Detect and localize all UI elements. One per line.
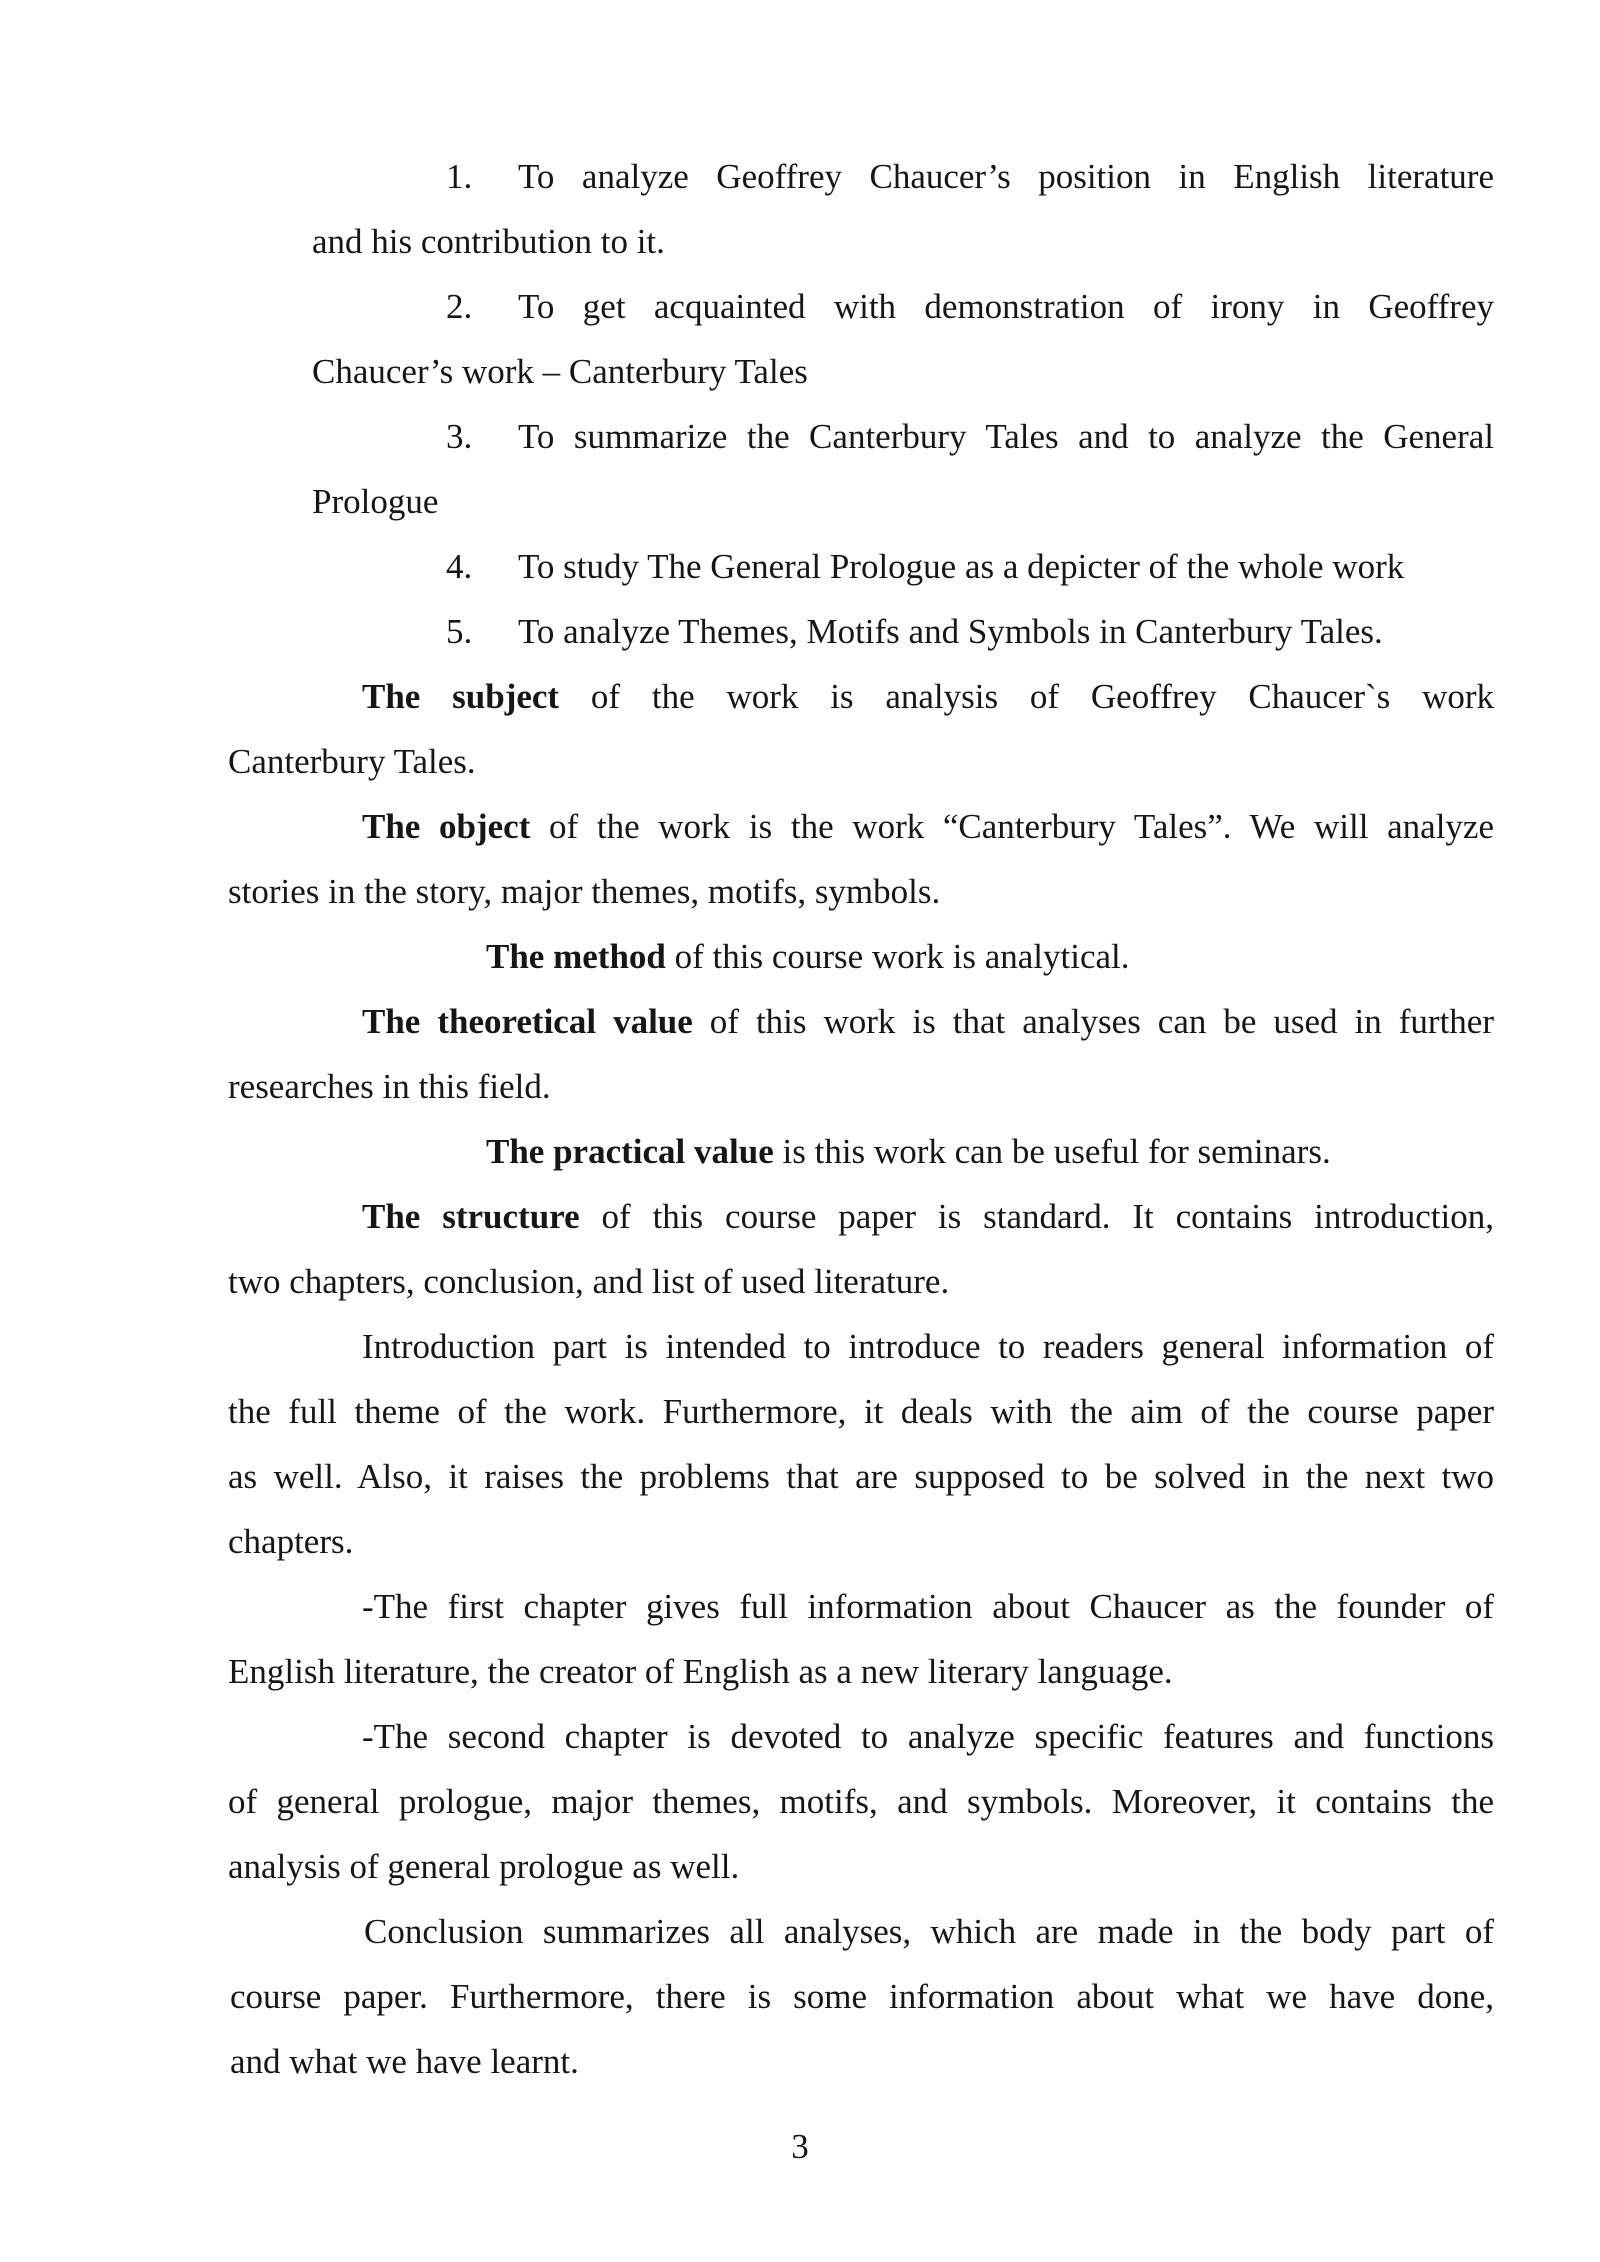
list-number: 4. xyxy=(446,547,473,586)
conclusion-line: Conclusion summarizes all analyses, which are made in the body part of xyxy=(364,1912,1494,1951)
subject-paragraph xyxy=(362,674,1494,719)
list-item-text: Prologue xyxy=(312,482,439,521)
object-text: of the work is the work “Canterbury Tales”. We will analyze xyxy=(530,807,1494,846)
list-item-text: To study The General Prologue as a depicter of the whole work xyxy=(518,547,1405,586)
practical-text: is this work can be useful for seminars. xyxy=(773,1132,1331,1171)
second-chapter-line: -The second chapter is devoted to analyze specific features and functions xyxy=(362,1717,1494,1756)
list-item-text: Chaucer’s work – Canterbury Tales xyxy=(312,352,808,391)
list-item-text: and his contribution to it. xyxy=(312,222,665,261)
introduction-line: Introduction part is intended to introduce to readers general information of xyxy=(362,1327,1494,1366)
page-number: 3 xyxy=(791,2127,809,2166)
structure-label: The structure xyxy=(362,1197,580,1236)
list-number: 5. xyxy=(446,612,473,651)
subject-text: of the work is analysis of Geoffrey Chaucer`s work xyxy=(559,677,1494,716)
object-paragraph xyxy=(362,804,1494,849)
practical-label: The practical value xyxy=(486,1132,774,1171)
practical-paragraph xyxy=(486,1129,1331,1174)
structure-paragraph xyxy=(362,1194,1494,1239)
theoretical-label: The theoretical value xyxy=(362,1002,693,1041)
subject-text-line2: Canterbury Tales. xyxy=(228,742,476,781)
structure-text: of this course paper is standard. It contains introduction, xyxy=(579,1197,1495,1236)
first-chapter-line: English literature, the creator of English as a new literary language. xyxy=(228,1652,1173,1691)
theoretical-text-line2: researches in this field. xyxy=(228,1067,551,1106)
list-item-text: To analyze Themes, Motifs and Symbols in Canterbury Tales. xyxy=(518,612,1383,651)
list-item-text: To get acquainted with demonstration of irony in Geoffrey xyxy=(518,287,1494,326)
introduction-line: chapters. xyxy=(228,1522,354,1561)
theoretical-text: of this work is that analyses can be used in further xyxy=(692,1002,1494,1041)
conclusion-line: and what we have learnt. xyxy=(230,2042,579,2081)
object-text-line2: stories in the story, major themes, motifs, symbols. xyxy=(228,872,941,911)
method-paragraph xyxy=(486,934,1130,979)
structure-text-line2: two chapters, conclusion, and list of used literature. xyxy=(228,1262,950,1301)
first-chapter-line: -The first chapter gives full information about Chaucer as the founder of xyxy=(362,1587,1494,1626)
method-label: The method xyxy=(486,937,666,976)
subject-label: The subject xyxy=(362,677,560,716)
introduction-line: the full theme of the work. Furthermore, it deals with the aim of the course paper xyxy=(228,1392,1494,1431)
list-number: 1. xyxy=(446,157,473,196)
second-chapter-line: of general prologue, major themes, motifs, and symbols. Moreover, it contains the xyxy=(228,1782,1494,1821)
list-item-text: To summarize the Canterbury Tales and to analyze the General xyxy=(518,417,1494,456)
list-item-text: To analyze Geoffrey Chaucer’s position in English literature xyxy=(518,157,1494,196)
method-text: of this course work is analytical. xyxy=(665,937,1130,976)
introduction-line: as well. Also, it raises the problems that are supposed to be solved in the next two xyxy=(228,1457,1494,1496)
list-number: 2. xyxy=(446,287,473,326)
conclusion-line: course paper. Furthermore, there is some information about what we have done, xyxy=(230,1977,1494,2016)
list-number: 3. xyxy=(446,417,473,456)
theoretical-paragraph xyxy=(362,999,1494,1044)
second-chapter-line: analysis of general prologue as well. xyxy=(228,1847,740,1886)
object-label: The object xyxy=(362,807,531,846)
